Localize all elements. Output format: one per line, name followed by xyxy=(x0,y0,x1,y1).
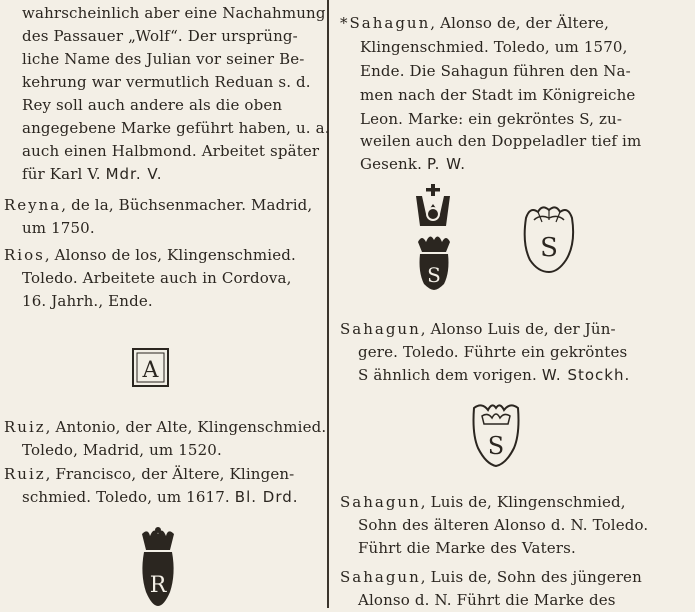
entry-reyna-line-2: um 1750. xyxy=(22,219,95,237)
left-line-7: auch einen Halbmond. Arbeitet später xyxy=(22,142,320,160)
makers-mark-a xyxy=(131,347,171,389)
entry-name: Sahagun xyxy=(340,493,421,511)
entry-sahagun-alonso-luis xyxy=(340,318,616,341)
entry-name: Reyna xyxy=(4,196,62,214)
entry-name: Sahagun xyxy=(340,320,421,338)
makers-mark-shell-s xyxy=(520,204,578,274)
mark-letter-s: S xyxy=(540,233,558,263)
left-line-4: kehrung war vermutlich Reduan s. d. xyxy=(22,73,311,91)
entry-text: , Alonso de los, Klingenschmied. xyxy=(44,246,296,264)
entry-ruiz-antonio xyxy=(4,416,326,439)
entry-reyna xyxy=(4,194,312,217)
entry-sahagun-alonso-luis-line-3 xyxy=(358,364,630,387)
makers-mark-crowned-s-shield xyxy=(470,400,522,468)
left-line-6: angegebene Marke geführt haben, u. a. xyxy=(22,119,330,137)
entry-sahagun-luis-1 xyxy=(340,491,626,514)
entry-sahagun-luis-1-line-2: Sohn des älteren Alonso d. N. Toledo. xyxy=(358,516,649,534)
svg-text:S: S xyxy=(487,432,505,460)
source-signature: Mdr. V. xyxy=(105,165,163,183)
entry-name: Sahagun xyxy=(340,568,421,586)
right-line-3: Ende. Die Sahagun führen den Na- xyxy=(360,62,631,80)
left-line-5: Rey soll auch andere als die oben xyxy=(22,96,283,114)
makers-mark-cross-crown-s xyxy=(410,184,456,292)
entry-name: Ruiz xyxy=(4,465,46,483)
entry-name: Rios xyxy=(4,246,45,264)
right-line-5: Leon. Marke: ein gekröntes S, zu- xyxy=(360,110,623,128)
entry-text: , Luis de, Sohn des jüngeren xyxy=(420,568,642,586)
entry-ruiz-antonio-line-2: Toledo, Madrid, um 1520. xyxy=(22,441,222,459)
entry-name: *Sahagun xyxy=(340,14,431,32)
column-divider xyxy=(327,0,329,608)
entry-sahagun-luis-1-line-3: Führt die Marke des Vaters. xyxy=(358,539,576,557)
entry-ruiz-francisco-line-2 xyxy=(22,486,299,509)
right-line-4: men nach der Stadt im Königreiche xyxy=(360,86,636,104)
left-line-3: liche Name des Julian vor seiner Be- xyxy=(22,50,305,68)
entry-sahagun-alonso-luis-line-2: gere. Toledo. Führte ein gekröntes xyxy=(358,343,628,361)
entry-text: , Antonio, der Alte, Klingenschmied. xyxy=(45,418,327,436)
right-line-6: weilen auch den Doppeladler tief im xyxy=(360,132,642,150)
left-line-8-text: für Karl V. xyxy=(22,165,101,183)
entry-text: , de la, Büchsenmacher. Madrid, xyxy=(61,196,313,214)
right-line-7 xyxy=(360,153,466,176)
left-line-2: des Passauer „Wolf“. Der ursprüng- xyxy=(22,27,298,45)
entry-rios-line-3: 16. Jahrh., Ende. xyxy=(22,292,153,310)
left-line-8 xyxy=(22,163,162,186)
entry-text: schmied. Toledo, um 1617. xyxy=(22,488,230,506)
entry-text: , Francisco, der Ältere, Klingen- xyxy=(45,465,295,483)
entry-sahagun-luis-2-line-2: Alonso d. N. Führt die Marke des xyxy=(358,591,616,609)
mark-letter-r: R xyxy=(149,573,167,598)
mark-letter-a: A xyxy=(142,358,159,383)
source-signature: P. W. xyxy=(426,155,467,173)
entry-name: Ruiz xyxy=(4,418,46,436)
entry-sahagun-luis-2 xyxy=(340,566,642,589)
entry-sahagun-alonso-aeltere xyxy=(340,12,609,35)
left-line-1: wahrscheinlich aber eine Nachahmung xyxy=(22,4,326,22)
entry-ruiz-francisco xyxy=(4,463,294,486)
makers-mark-crowned-r xyxy=(134,526,182,608)
entry-text: , Luis de, Klingenschmied, xyxy=(420,493,626,511)
entry-rios xyxy=(4,244,296,267)
svg-text:S: S xyxy=(427,263,441,287)
entry-text: Gesenk. xyxy=(360,155,423,173)
source-signature: W. Stockh. xyxy=(541,366,631,384)
right-line-2: Klingenschmied. Toledo, um 1570, xyxy=(360,38,628,56)
entry-rios-line-2: Toledo. Arbeitete auch in Cordova, xyxy=(22,269,292,287)
source-signature: Bl. Drd. xyxy=(234,488,299,506)
entry-text: S ähnlich dem vorigen. xyxy=(358,366,537,384)
entry-text: , Alonso Luis de, der Jün- xyxy=(420,320,616,338)
entry-text: , Alonso de, der Ältere, xyxy=(430,14,609,32)
